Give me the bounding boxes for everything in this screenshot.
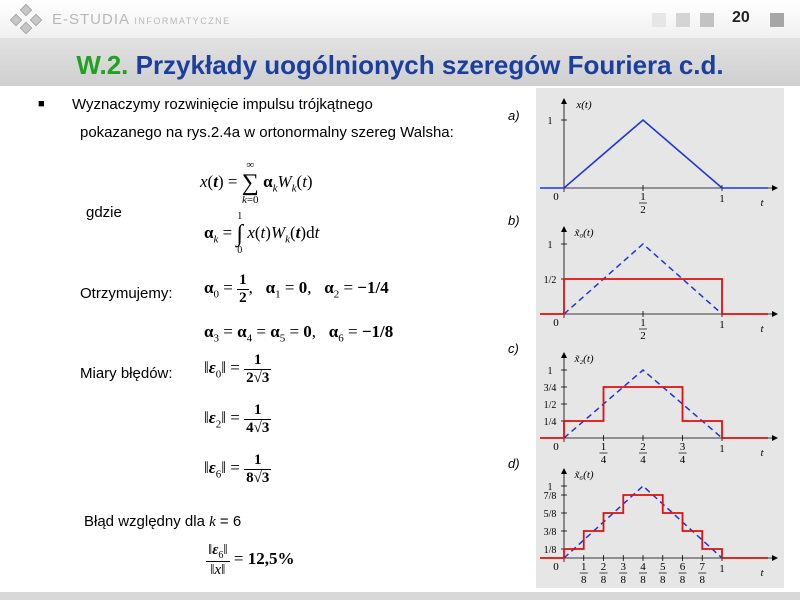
- blad-suffix: = 6: [215, 513, 242, 530]
- x-tick-b-1: 1: [719, 319, 725, 331]
- eps2-formula: $‖\varepsilon_2‖$ = $\frac{1}{4√3}$: [204, 402, 270, 436]
- x-tick-d-7: 1: [719, 563, 725, 575]
- y-tick-b-0: 1: [547, 240, 553, 251]
- relative-error-value: 12,5%: [247, 549, 295, 569]
- eps2-num: 1: [244, 402, 271, 420]
- eps6-formula: $‖\varepsilon_6‖$ = $\frac{1}{8√3}$: [204, 452, 270, 486]
- y-tick-c-4: 0: [553, 441, 559, 453]
- eps0-formula: $‖\varepsilon_0‖$ = $\frac{1}{2√3}$: [204, 352, 270, 386]
- y-label-d: x̃₆(t): [574, 469, 594, 481]
- header-bar: [0, 0, 800, 38]
- alpha2-value: −1/4: [357, 277, 389, 297]
- x-tick-c-0-den: 4: [600, 454, 607, 466]
- intro-line-2: pokazanego na rys.2.4a w ortonormalny szereg Walsha:: [80, 124, 454, 141]
- gdzie-label: gdzie: [86, 204, 122, 221]
- walsha-figure: [536, 88, 784, 588]
- x-tick-a-0: 0: [553, 191, 559, 203]
- t-label-c: t: [760, 447, 764, 459]
- eps6-num: 1: [244, 452, 271, 470]
- title-text: Przykłady uogólnionych szeregów Fouriera c.d.: [128, 50, 724, 80]
- nav-square-1: [652, 13, 666, 27]
- otrzymujemy-label: Otrzymujemy:: [80, 285, 173, 302]
- x-tick-d-4-num: 5: [660, 561, 666, 573]
- brand-main: E-STUDIA: [52, 11, 135, 28]
- approx-line-d: [540, 495, 768, 558]
- y-tick-d-2: 5/8: [543, 509, 557, 520]
- alpha0-den: 2: [239, 289, 247, 306]
- y-tick-d-4: 1/8: [543, 545, 557, 556]
- x-tick-d-0-num: 1: [581, 561, 587, 573]
- eps0-den: 2√3: [246, 369, 270, 386]
- y-axis-arrow-b: [561, 226, 567, 232]
- alpha1-value: 0: [298, 277, 308, 297]
- relative-error-formula: $\frac{‖\varepsilon_6‖}{‖x‖}$ = 12,5%: [208, 542, 295, 578]
- blad-prefix: Błąd względny dla: [84, 513, 210, 530]
- y-label-b: x̃₀(t): [574, 227, 594, 239]
- x-tick-d-0-den: 8: [581, 574, 587, 586]
- estudia-logo-icon: [8, 4, 48, 34]
- page-title: [0, 50, 800, 81]
- eps0-num: 1: [244, 352, 271, 370]
- y-tick-c-1: 3/4: [543, 383, 557, 394]
- alpha-values-row1: $\alpha_0$ = $\frac{1}{2}$ , $\alpha_1 = 0$, $\alpha_2 = -1/4$: [204, 272, 389, 306]
- miary-label: Miary błędów:: [80, 365, 173, 382]
- x-tick-d-4-den: 8: [660, 574, 666, 586]
- x-tick-c-0-num: 1: [600, 441, 607, 453]
- y-tick-d-5: 0: [553, 561, 559, 573]
- t-label-b: t: [760, 323, 764, 335]
- page-number: 20: [732, 9, 750, 26]
- brand-name: [52, 11, 231, 28]
- brand-small: INFORMATYCZNE: [134, 16, 231, 26]
- x-tick-c-1-den: 4: [640, 454, 646, 466]
- x-axis-arrow-b: [772, 311, 778, 317]
- y-axis-arrow-a: [561, 98, 567, 104]
- footer-bar: [0, 592, 800, 600]
- approx-line-c: [540, 387, 768, 438]
- blad-k: k: [209, 514, 216, 530]
- x-tick-d-3-den: 8: [640, 574, 646, 586]
- figure-panel: [536, 88, 784, 588]
- alpha0-num: 1: [239, 272, 247, 288]
- y-axis-arrow-d: [561, 468, 567, 474]
- y-axis-arrow-c: [561, 352, 567, 358]
- panel-label-a: a): [508, 108, 520, 123]
- x-tick-d-1-den: 8: [600, 574, 607, 586]
- x-tick-d-5-num: 6: [679, 561, 686, 573]
- x-tick-d-2-num: 3: [620, 561, 626, 573]
- signal-dashed-c: [564, 370, 722, 438]
- y-tick-a-0: 1: [547, 116, 553, 127]
- y-tick-d-1: 7/8: [543, 491, 557, 502]
- y-tick-c-2: 1/2: [543, 400, 557, 411]
- t-label-d: t: [760, 567, 764, 579]
- coef-formula: $\alpha_k$ = 1 ∫ 0 $x(t)W_k(t)dt$: [204, 211, 320, 256]
- signal-line-a: [540, 120, 768, 188]
- x-tick-a-1-num: 1: [640, 191, 646, 203]
- x-tick-d-3-num: 4: [640, 561, 646, 573]
- panel-label-b: b): [508, 213, 520, 228]
- t-label-a: t: [760, 197, 764, 209]
- y-label-c: x̃₂(t): [574, 353, 594, 365]
- nav-square-2: [676, 13, 690, 27]
- y-tick-d-3: 3/8: [543, 527, 557, 538]
- x-axis-arrow-c: [772, 435, 778, 441]
- intro-line-1: Wyznaczymy rozwinięcie impulsu trójkątnego: [72, 96, 373, 113]
- x-axis-arrow-a: [772, 185, 778, 191]
- eps6-den: 8√3: [246, 469, 270, 486]
- blad-label: [84, 513, 241, 531]
- alpha6-value: −1/8: [361, 322, 394, 341]
- approx-line-b: [540, 279, 768, 314]
- x-tick-c-2-den: 4: [679, 454, 686, 466]
- alpha-values-row2: $\alpha_3 = \alpha_4 = \alpha_5 = 0$, $\alpha_6 = -1/8$: [204, 322, 394, 345]
- y-label-a: x(t): [576, 99, 592, 111]
- alpha3-5-value: 0: [303, 322, 312, 341]
- y-tick-c-0: 1: [547, 366, 553, 377]
- x-tick-b-0-num: 1: [640, 317, 646, 329]
- y-tick-c-3: 1/4: [543, 417, 557, 428]
- x-tick-c-1-num: 2: [640, 441, 646, 453]
- y-tick-b-2: 0: [553, 317, 559, 329]
- y-tick-b-1: 1/2: [543, 275, 557, 286]
- series-formula: x(t) = ∞ ∑ k=0 $\alpha_kW_k(t)$: [200, 159, 313, 206]
- x-tick-c-3: 1: [719, 443, 725, 455]
- x-tick-a-2: 1: [719, 193, 725, 205]
- x-tick-a-1-den: 2: [640, 204, 646, 216]
- x-tick-d-2-den: 8: [620, 574, 626, 586]
- bullet-icon: ■: [38, 98, 45, 110]
- nav-square-3: [700, 13, 714, 27]
- x-tick-d-6-den: 8: [699, 574, 705, 586]
- x-tick-d-1-num: 2: [600, 561, 607, 573]
- title-number: W.2.: [76, 50, 129, 80]
- signal-dashed-d: [564, 486, 722, 558]
- x-tick-d-5-den: 8: [679, 574, 686, 586]
- x-tick-b-0-den: 2: [640, 330, 646, 342]
- x-axis-arrow-d: [772, 555, 778, 561]
- y-tick-d-0: 1: [547, 482, 553, 493]
- panel-label-c: c): [508, 341, 519, 356]
- x-tick-d-6-num: 7: [699, 561, 705, 573]
- x-tick-c-2-num: 3: [679, 441, 686, 453]
- eps2-den: 4√3: [246, 419, 270, 436]
- panel-label-d: d): [508, 456, 520, 471]
- nav-square-4: [770, 13, 784, 27]
